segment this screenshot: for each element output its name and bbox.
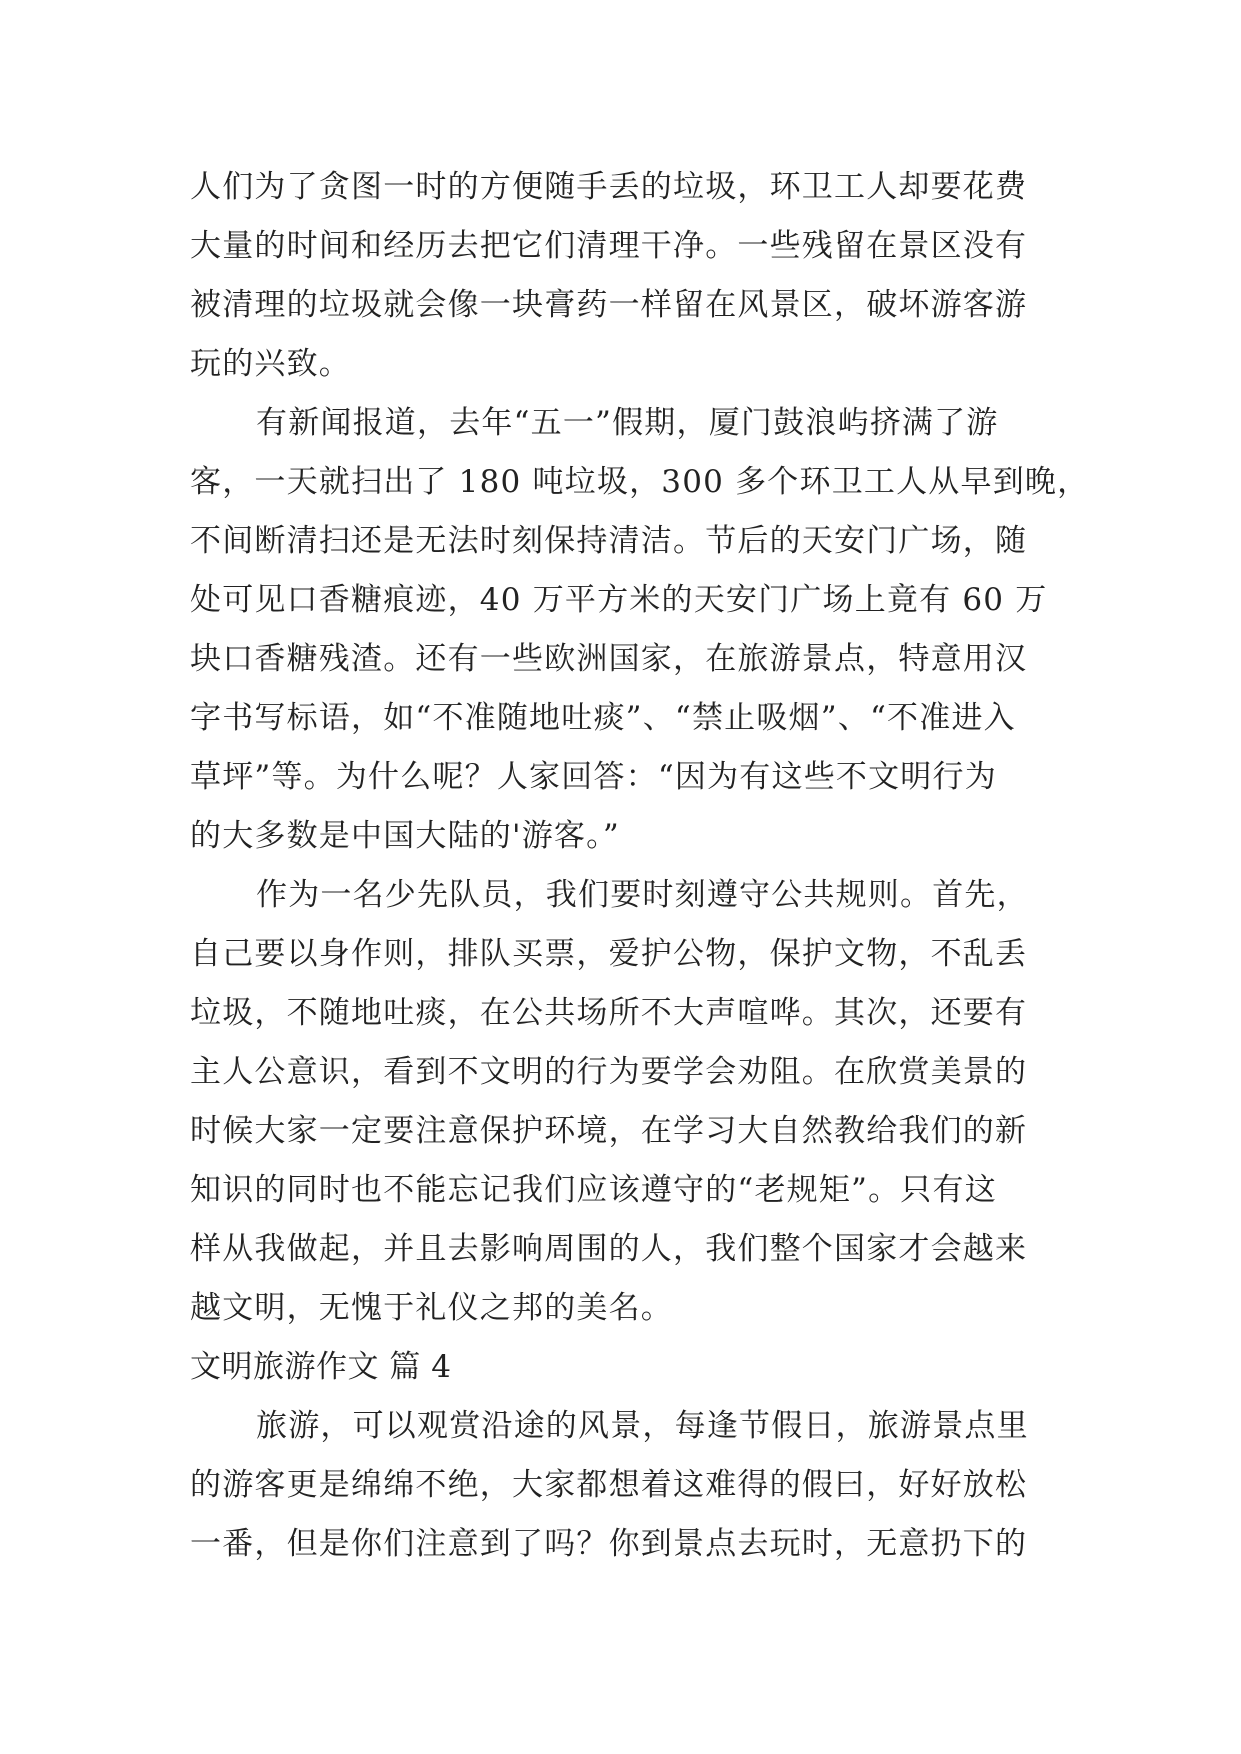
text-line: 旅游，可以观赏沿途的风景，每逢节假日，旅游景点里	[256, 1408, 1029, 1444]
text-line: 不间断清扫还是无法时刻保持清洁。节后的天安门广场，随	[190, 523, 1028, 559]
text-line: 玩的兴致。	[190, 346, 351, 382]
text-line: 垃圾，不随地吐痰，在公共场所不大声喧哗。其次，还要有	[190, 995, 1028, 1031]
text-line: 有新闻报道，去年“五一”假期，厦门鼓浪屿挤满了游	[256, 405, 999, 441]
text-line: 被清理的垃圾就会像一块膏药一样留在风景区，破坏游客游	[190, 287, 1028, 323]
text-line: 人们为了贪图一时的方便随手丢的垃圾，环卫工人却要花费	[190, 169, 1028, 205]
text-line: 一番，但是你们注意到了吗？你到景点去玩时，无意扔下的	[190, 1526, 1028, 1562]
text-line: 作为一名少先队员，我们要时刻遵守公共规则。首先，	[256, 877, 1029, 913]
text-line: 主人公意识，看到不文明的行为要学会劝阻。在欣赏美景的	[190, 1054, 1028, 1090]
document-body	[190, 158, 1090, 1574]
text-line: 样从我做起，并且去影响周围的人，我们整个国家才会越来	[190, 1231, 1028, 1267]
text-line: 处可见口香糖痕迹，40 万平方米的天安门广场上竟有 60 万	[190, 582, 1048, 618]
text-line: 越文明，无愧于礼仪之邦的美名。	[190, 1290, 673, 1326]
text-line: 客，一天就扫出了 180 吨垃圾，300 多个环卫工人从早到晚，	[190, 464, 1090, 500]
text-line: 大量的时间和经历去把它们清理干净。一些残留在景区没有	[190, 228, 1028, 264]
text-line: 的游客更是绵绵不绝，大家都想着这难得的假曰，好好放松	[190, 1467, 1028, 1503]
section-heading: 文明旅游作文 篇 4	[190, 1349, 452, 1385]
text-line: 时候大家一定要注意保护环境，在学习大自然教给我们的新	[190, 1113, 1028, 1149]
text-line: 草坪”等。为什么呢？人家回答：“因为有这些不文明行为	[190, 759, 997, 795]
text-line: 块口香糖残渣。还有一些欧洲国家，在旅游景点，特意用汉	[190, 641, 1028, 677]
text-line: 的大多数是中国大陆的'游客。”	[190, 818, 620, 854]
text-line: 自己要以身作则，排队买票，爱护公物，保护文物，不乱丢	[190, 936, 1028, 972]
text-line: 知识的同时也不能忘记我们应该遵守的“老规矩”。只有这	[190, 1172, 997, 1208]
text-line: 字书写标语，如“不准随地吐痰”、“禁止吸烟”、“不准进入	[190, 700, 1016, 736]
